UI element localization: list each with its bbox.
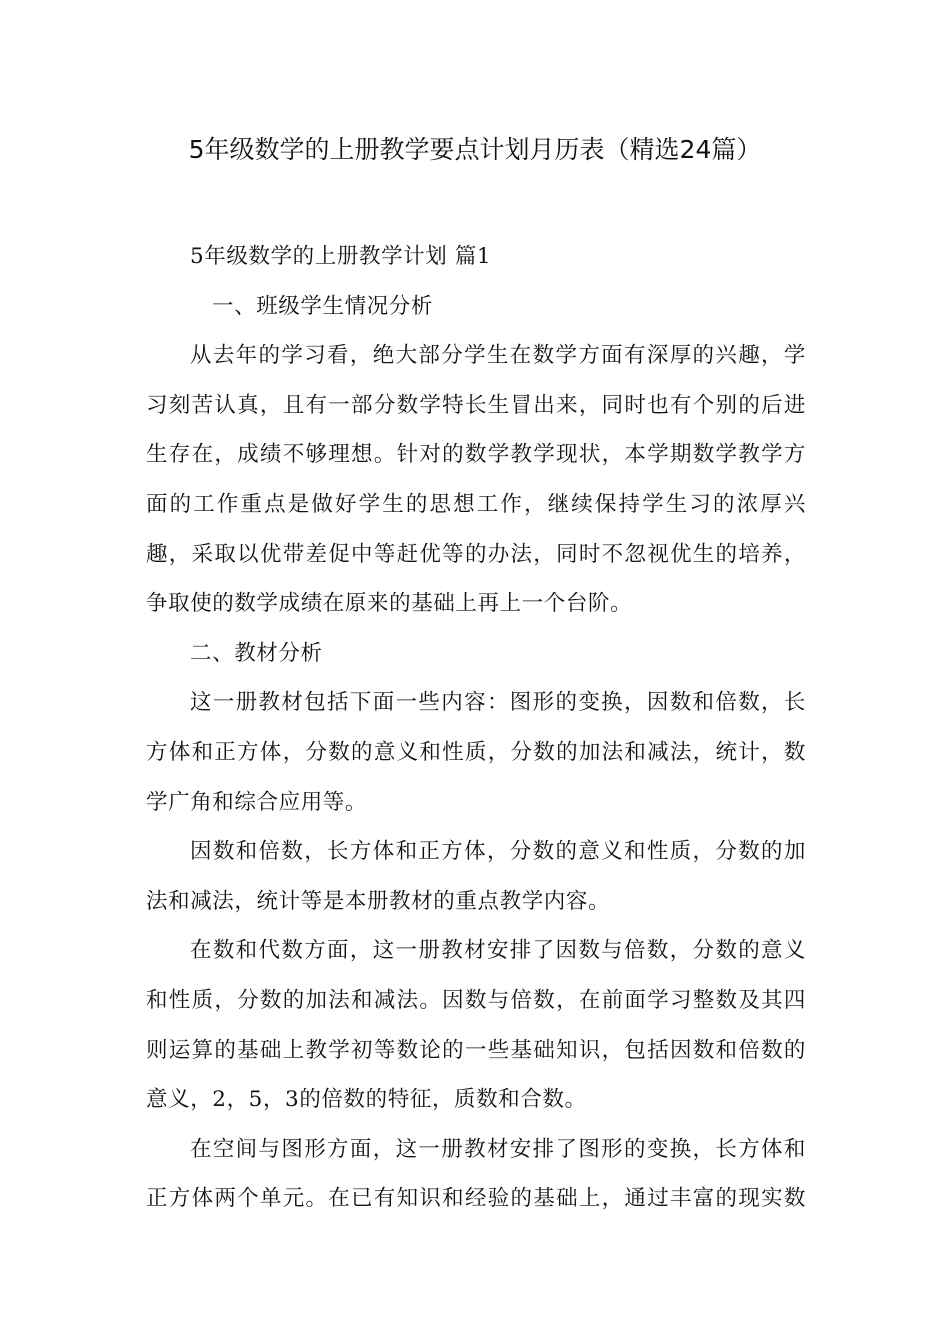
- paragraph-line: 学广角和综合应用等。: [146, 789, 368, 815]
- paragraph-line: 在数和代数方面，这一册教材安排了因数与倍数，分数的意义: [190, 938, 806, 964]
- paragraph-line: 在空间与图形方面，这一册教材安排了图形的变换，长方体和: [190, 1136, 806, 1162]
- paragraph-line: 和性质，分数的加法和减法。因数与倍数，在前面学习整数及其四: [146, 987, 806, 1013]
- paragraph-line: 从去年的学习看，绝大部分学生在数学方面有深厚的兴趣，学: [190, 343, 806, 369]
- section-subtitle: 5年级数学的上册教学计划 篇1: [190, 244, 492, 269]
- paragraph-line: 则运算的基础上教学初等数论的一些基础知识，包括因数和倍数的: [146, 1037, 806, 1063]
- paragraph-line: 正方体两个单元。在已有知识和经验的基础上，通过丰富的现实数: [146, 1186, 806, 1212]
- paragraph-line: 意义，2，5，3的倍数的特征，质数和合数。: [146, 1087, 587, 1113]
- paragraph-line: 生存在，成绩不够理想。针对的数学教学现状，本学期数学教学方: [146, 442, 806, 468]
- paragraph-line: 因数和倍数，长方体和正方体，分数的意义和性质，分数的加: [190, 839, 806, 865]
- paragraph-line: 方体和正方体，分数的意义和性质，分数的加法和减法，统计，数: [146, 739, 806, 765]
- section-heading: 二、教材分析: [190, 640, 323, 666]
- paragraph-line: 争取使的数学成绩在原来的基础上再上一个台阶。: [146, 591, 633, 617]
- document-title: 5年级数学的上册教学要点计划月历表（精选24篇）: [188, 135, 762, 164]
- paragraph-line: 法和减法，统计等是本册教材的重点教学内容。: [146, 888, 611, 914]
- paragraph-line: 这一册教材包括下面一些内容：图形的变换，因数和倍数，长: [190, 690, 806, 716]
- paragraph-line: 习刻苦认真，且有一部分数学特长生冒出来，同时也有个别的后进: [146, 392, 806, 418]
- paragraph-line: 面的工作重点是做好学生的思想工作，继续保持学生习的浓厚兴: [146, 491, 806, 517]
- document-body: [146, 232, 806, 1224]
- section-heading: 一、班级学生情况分析: [212, 293, 434, 319]
- paragraph-line: 趣，采取以优带差促中等赶优等的办法，同时不忽视优生的培养，: [146, 541, 806, 567]
